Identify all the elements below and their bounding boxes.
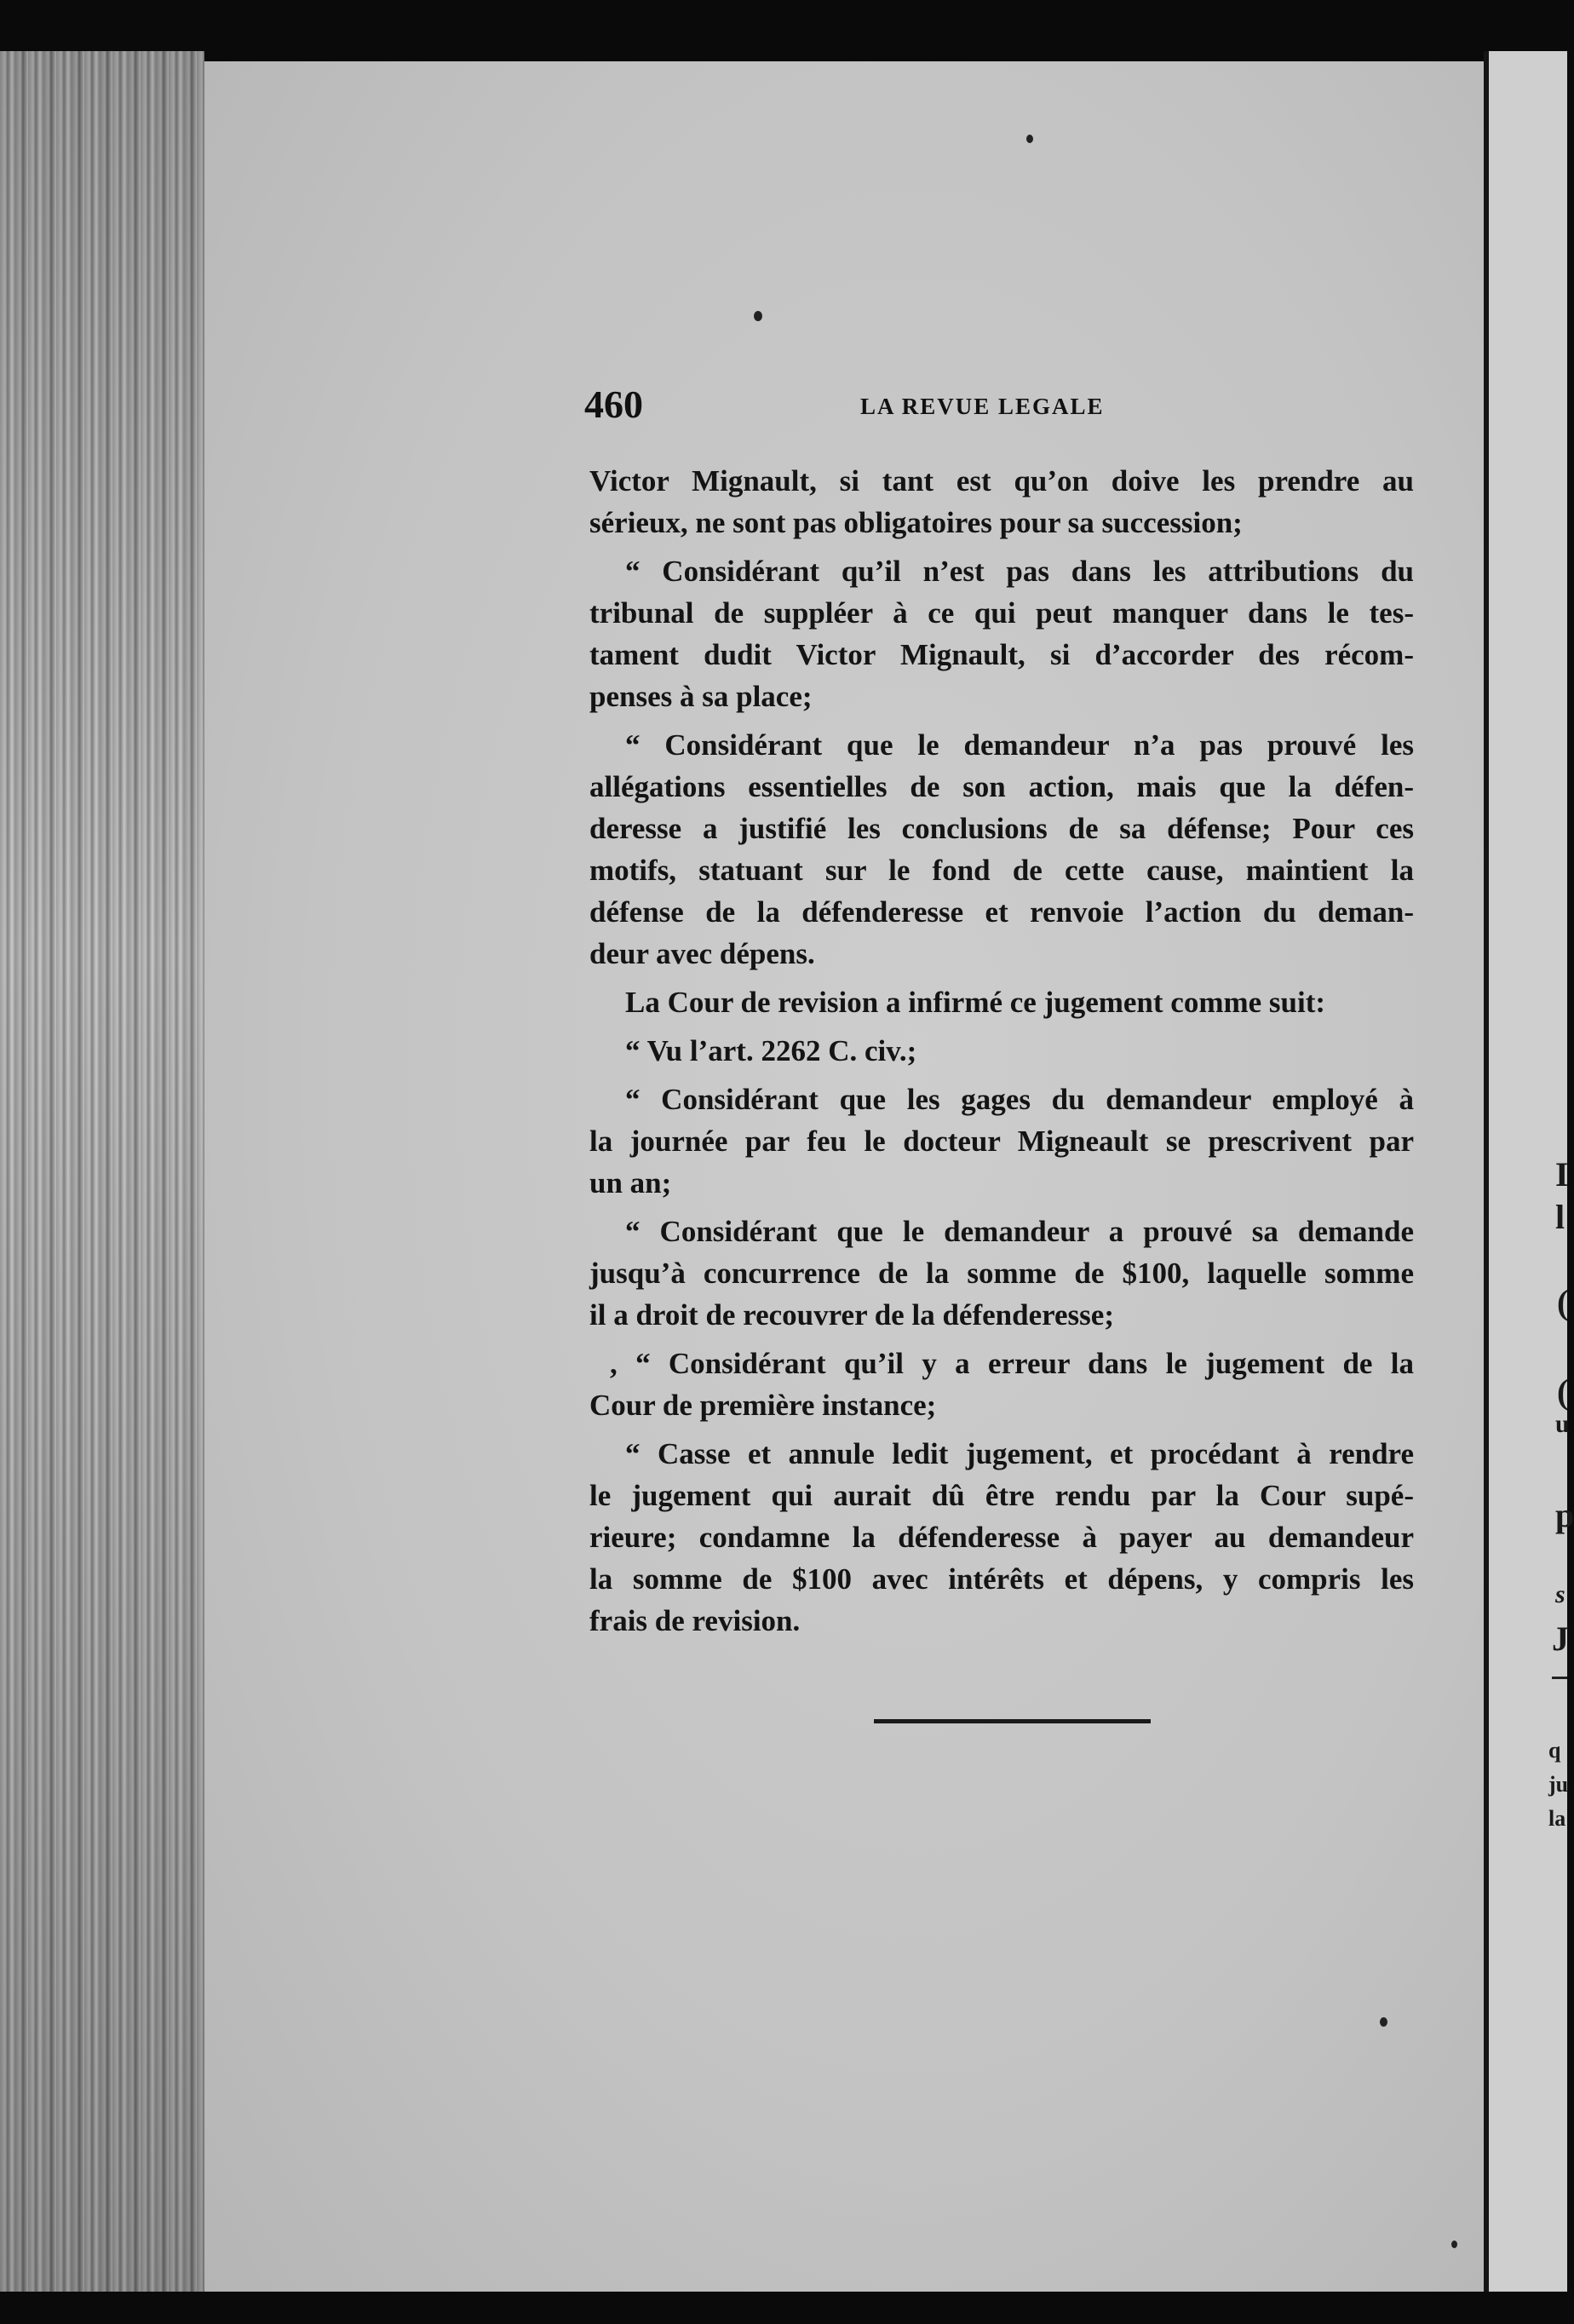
- text-line: il a droit de recouvrer de la défenderesse;: [589, 1298, 1114, 1332]
- text-line: motifs, statuant sur le fond de cette cause, maintient la: [589, 854, 1414, 887]
- adjacent-page-fragment: (: [1557, 1283, 1569, 1321]
- adjacent-page-fragment: q: [1548, 1738, 1561, 1763]
- paragraph: [589, 460, 1414, 544]
- text-line: “ Considérant que les gages du demandeur employé à: [625, 1083, 1414, 1116]
- body-text: [589, 460, 1414, 1642]
- text-line: tament dudit Victor Mignault, si d’accorder des récom-: [589, 638, 1414, 671]
- scan-speck: [1451, 2241, 1457, 2248]
- text-line: “ Casse et annule ledit jugement, et procédant à rendre: [625, 1437, 1414, 1470]
- text-line: allégations essentielles de son action, mais que la défen-: [589, 770, 1414, 803]
- text-line: “ Considérant que le demandeur n’a pas prouvé les: [625, 728, 1414, 762]
- text-line: un an;: [589, 1166, 672, 1199]
- text-line: Victor Mignault, si tant est qu’on doive les prendre au: [589, 464, 1414, 498]
- text-line: sérieux, ne sont pas obligatoires pour sa succession;: [589, 506, 1243, 539]
- text-line: deresse a justifié les conclusions de sa défense; Pour ces: [589, 812, 1414, 845]
- text-line: Cour de première instance;: [589, 1389, 937, 1422]
- text-line: la somme de $100 avec intérêts et dépens, y compris les: [589, 1562, 1414, 1596]
- adjacent-page-rule: [1552, 1677, 1567, 1679]
- text-line: La Cour de revision a infirmé ce jugement comme suit:: [625, 986, 1326, 1019]
- text-line: jusqu’à concurrence de la somme de $100, laquelle somme: [589, 1257, 1414, 1290]
- text-line: rieure; condamne la défenderesse à payer au demandeur: [589, 1521, 1414, 1554]
- adjacent-page-fragment: l: [1555, 1198, 1565, 1236]
- scan-top-border: [0, 0, 1567, 61]
- adjacent-page-fragment: s: [1555, 1580, 1565, 1608]
- text-line: , “ Considérant qu’il y a erreur dans le jugement de la: [610, 1347, 1414, 1380]
- paragraph: [589, 1079, 1414, 1204]
- adjacent-page-fragment: I: [1555, 1155, 1569, 1194]
- text-line: frais de revision.: [589, 1604, 801, 1637]
- adjacent-page-fragment: J: [1552, 1619, 1569, 1658]
- section-end-rule: [874, 1719, 1151, 1723]
- text-line: penses à sa place;: [589, 680, 813, 713]
- adjacent-page-fragment: (: [1557, 1372, 1569, 1411]
- running-title: LA REVUE LEGALE: [860, 394, 1105, 419]
- paragraph: [589, 1030, 1414, 1072]
- paragraph: [589, 1343, 1414, 1426]
- paragraph: [589, 550, 1414, 717]
- adjacent-page-fragment: p: [1555, 1496, 1574, 1534]
- text-line: “ Considérant qu’il n’est pas dans les attributions du: [625, 555, 1414, 588]
- scan-speck: [1026, 135, 1033, 143]
- adjacent-page-fragment: u: [1555, 1410, 1570, 1438]
- text-line: “ Vu l’art. 2262 C. civ.;: [625, 1034, 917, 1067]
- text-line: le jugement qui aurait dû être rendu par la Cour supé-: [589, 1479, 1414, 1512]
- paragraph: [589, 981, 1414, 1023]
- scan-bottom-border: [0, 2292, 1567, 2324]
- paragraph: [589, 1211, 1414, 1336]
- text-line: “ Considérant que le demandeur a prouvé sa demande: [625, 1215, 1414, 1248]
- scan-speck: [1380, 2017, 1387, 2027]
- paragraph: [589, 724, 1414, 975]
- scan-speck: [754, 311, 762, 321]
- page-number: 460: [584, 383, 643, 426]
- text-line: la journée par feu le docteur Migneault se prescrivent par: [589, 1125, 1414, 1158]
- paragraph: [589, 1433, 1414, 1642]
- text-line: deur avec dépens.: [589, 937, 815, 970]
- adjacent-page-fragment: ju: [1548, 1772, 1569, 1797]
- book-page-edges: [0, 51, 204, 2300]
- text-line: tribunal de suppléer à ce qui peut manquer dans le tes-: [589, 596, 1414, 630]
- adjacent-page-fragment: la: [1548, 1806, 1566, 1831]
- text-line: défense de la défenderesse et renvoie l’action du deman-: [589, 895, 1414, 929]
